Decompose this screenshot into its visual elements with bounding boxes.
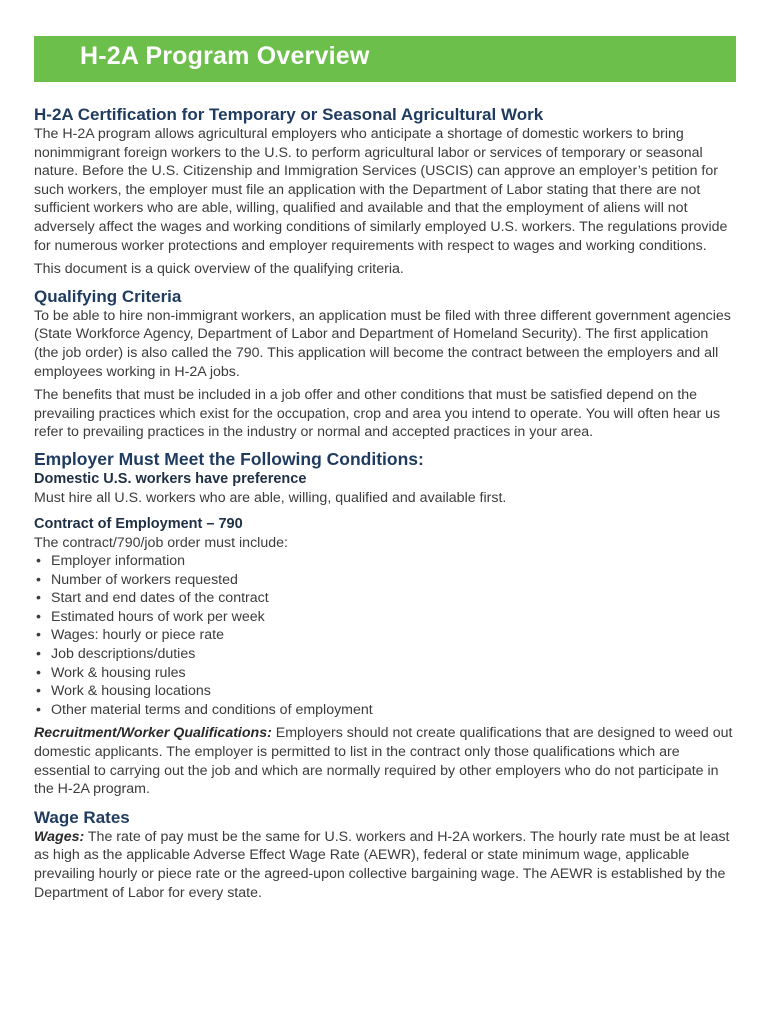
document-body <box>34 104 736 902</box>
conditions-heading: Employer Must Meet the Following Conditions: <box>34 448 424 469</box>
recruitment-text: Employers should not create qualifications that are designed to weed out domestic applicants. The employer is permitted to list in the contract only those qualifications which are essential to carrying out the job and which are normally required by other employers who do not participate in the H-2A program. <box>34 725 733 798</box>
wages-lead: Wages: <box>34 828 85 845</box>
list-item: • Estimated hours of work per week <box>34 608 736 627</box>
list-item: • Wages: hourly or piece rate <box>34 626 736 645</box>
recruitment-paragraph <box>34 724 736 798</box>
list-item: • Start and end dates of the contract <box>34 589 736 608</box>
list-item: • Work & housing locations <box>34 682 736 701</box>
page-title: H-2A Program Overview <box>80 42 370 70</box>
contract-intro: The contract/790/job order must include: <box>34 534 288 551</box>
contract-items-list <box>34 552 736 719</box>
recruitment-lead: Recruitment/Worker Qualifications: <box>34 725 272 742</box>
intro-paragraph-2: This document is a quick overview of the qualifying criteria. <box>34 261 404 278</box>
wages-paragraph <box>34 828 736 902</box>
contract-heading: Contract of Employment – 790 <box>34 515 243 532</box>
title-banner <box>34 36 736 82</box>
list-item: • Employer information <box>34 552 736 571</box>
preference-text: Must hire all U.S. workers who are able, willing, qualified and available first. <box>34 489 507 506</box>
preference-heading: Domestic U.S. workers have preference <box>34 470 307 487</box>
list-item: • Work & housing rules <box>34 664 736 683</box>
qualifying-paragraph-2: The benefits that must be included in a job offer and other conditions that must be satisfied depend on the prevailing practices which exist for the occupation, crop and area you intend to operate. You will often hear us refer to prevailing practices in the industry or normal and accepted practices in your area. <box>34 387 721 441</box>
qualifying-paragraph-1: To be able to hire non-immigrant workers, an application must be filed with three different government agencies (State Workforce Agency, Department of Labor and Department of Homeland Security). The first application (the job order) is also called the 790. This application will become the contract between the employers and all employees working in H-2A jobs. <box>34 307 731 380</box>
wages-text: The rate of pay must be the same for U.S. workers and H-2A workers. The hourly rate must be at least as high as the applicable Adverse Effect Wage Rate (AEWR), federal or state minimum wage, applicable prevailing hourly or piece rate or the agreed-upon collective bargaining wage. The AEWR is established by the Department of Labor for every state. <box>34 828 730 901</box>
wages-heading: Wage Rates <box>34 807 130 827</box>
list-item: • Job descriptions/duties <box>34 645 736 664</box>
qualifying-heading: Qualifying Criteria <box>34 286 182 306</box>
intro-paragraph-1: The H-2A program allows agricultural employers who anticipate a shortage of domestic workers to bring nonimmigrant foreign workers to the U.S. to perform agricultural labor or services of temporary or seasonal nature. Before the U.S. Citizenship and Immigration Services (USCIS) can approve an employer’s petition for such workers, the employer must file an application with the Department of Labor stating that there are not sufficient workers who are able, willing, qualified and available and that the employment of aliens will not adversely affect the wages and working conditions of similarly employed U.S. workers. The regulations provide for numerous worker protections and employer requirements with respect to wages and working conditions. <box>34 126 728 254</box>
list-item: • Other material terms and conditions of employment <box>34 701 736 720</box>
intro-heading: H-2A Certification for Temporary or Seasonal Agricultural Work <box>34 105 544 124</box>
list-item: • Number of workers requested <box>34 571 736 590</box>
